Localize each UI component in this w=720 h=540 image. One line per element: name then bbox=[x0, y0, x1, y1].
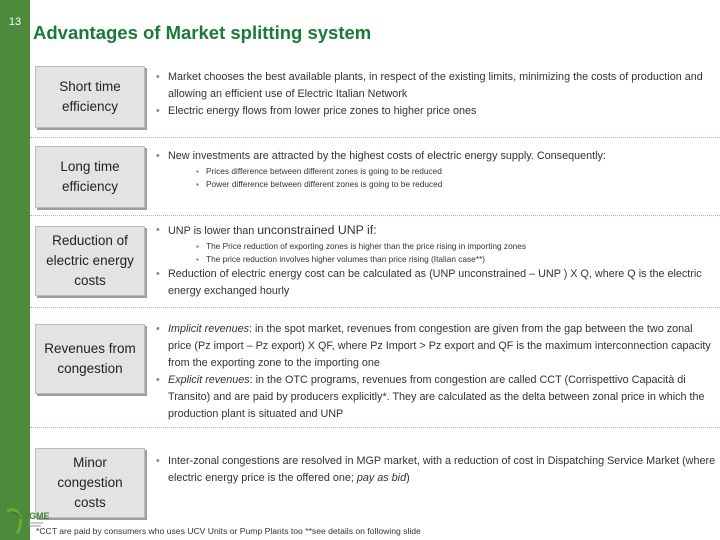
row-minor-congestion-costs bbox=[30, 428, 720, 523]
implicit-revenues-text: : in the spot market, revenues from congestion are given from the gap between the two zonal price (Pz import – Pz export) X QF, where Pz Import > Pz export and QF is the maximum interconnection capacity from the exporting zone to the importing one bbox=[168, 323, 711, 369]
label-long-time-efficiency: Long time efficiency bbox=[35, 146, 145, 208]
sub-bullet: ▪ Prices difference between different zones is going to be reduced bbox=[152, 165, 717, 178]
explicit-revenues-term: Explicit revenues bbox=[168, 374, 250, 386]
label-minor-congestion-costs: Minor congestion costs bbox=[35, 448, 145, 518]
bullet bbox=[152, 453, 717, 487]
row-reduction-energy-costs bbox=[30, 216, 720, 308]
sidebar-band bbox=[0, 0, 30, 540]
implicit-revenues-term: Implicit revenues bbox=[168, 323, 250, 335]
content-reduction-energy-costs bbox=[152, 222, 717, 300]
bullet: • Electric energy flows from lower price zones to higher price ones bbox=[152, 103, 717, 120]
bullet bbox=[152, 321, 717, 372]
row-short-time-efficiency bbox=[30, 62, 720, 138]
bullet bbox=[152, 222, 717, 240]
pay-as-bid-term: pay as bid bbox=[356, 472, 407, 484]
content-long-time-efficiency bbox=[152, 148, 717, 191]
bullet-intro-big: unconstrained UNP if: bbox=[257, 223, 377, 237]
bullet bbox=[152, 372, 717, 423]
label-revenues-congestion: Revenues from congestion bbox=[35, 324, 145, 394]
label-reduction-energy-costs: Reduction of electric energy costs bbox=[35, 226, 145, 296]
sub-bullet: ▪ Power difference between different zones is going to be reduced bbox=[152, 178, 717, 191]
footnote: *CCT are paid by consumers who uses UCV Units or Pump Plants too **see details on following slide bbox=[36, 526, 421, 536]
bullet-end: ) bbox=[406, 472, 410, 484]
bullet: • New investments are attracted by the highest costs of electric energy supply. Consequently: bbox=[152, 148, 717, 165]
explicit-revenues-text: : in the OTC programs, revenues from congestion are called CCT (Corrispettivo Capacità di Transito) and are paid by producers explicitly*. They are calculated as the delta between zonal price in which the production plant is situated and UNP bbox=[168, 374, 705, 420]
bullet-text: Inter-zonal congestions are resolved in MGP market, with a reduction of cost in Dispatching Service Market (where electric energy price is the offered one; bbox=[168, 455, 716, 484]
row-long-time-efficiency bbox=[30, 138, 720, 216]
bullet: • Reduction of electric energy cost can be calculated as (UNP unconstrained – UNP ) X Q, where Q is the electric energy exchanged hourly bbox=[152, 266, 717, 300]
content-minor-congestion-costs bbox=[152, 453, 717, 487]
sub-bullet: ▪ The Price reduction of exporting zones is higher than the price rising in importing zones bbox=[152, 240, 717, 253]
logo-text: GME bbox=[29, 511, 50, 521]
label-short-time-efficiency: Short time efficiency bbox=[35, 66, 145, 128]
content-revenues-congestion bbox=[152, 321, 717, 423]
content-short-time-efficiency bbox=[152, 69, 717, 120]
sub-bullet: ▪ The price reduction involves higher volumes than price rising (Italian case**) bbox=[152, 253, 717, 266]
slide-number: 13 bbox=[8, 16, 22, 28]
bullet-intro: UNP is lower than bbox=[168, 225, 255, 237]
bullet: • Market chooses the best available plants, in respect of the existing limits, minimizing the costs of production and allowing an efficient use of Electric Italian Network bbox=[152, 69, 717, 103]
slide-title: Advantages of Market splitting system bbox=[33, 22, 372, 43]
row-revenues-congestion bbox=[30, 308, 720, 428]
